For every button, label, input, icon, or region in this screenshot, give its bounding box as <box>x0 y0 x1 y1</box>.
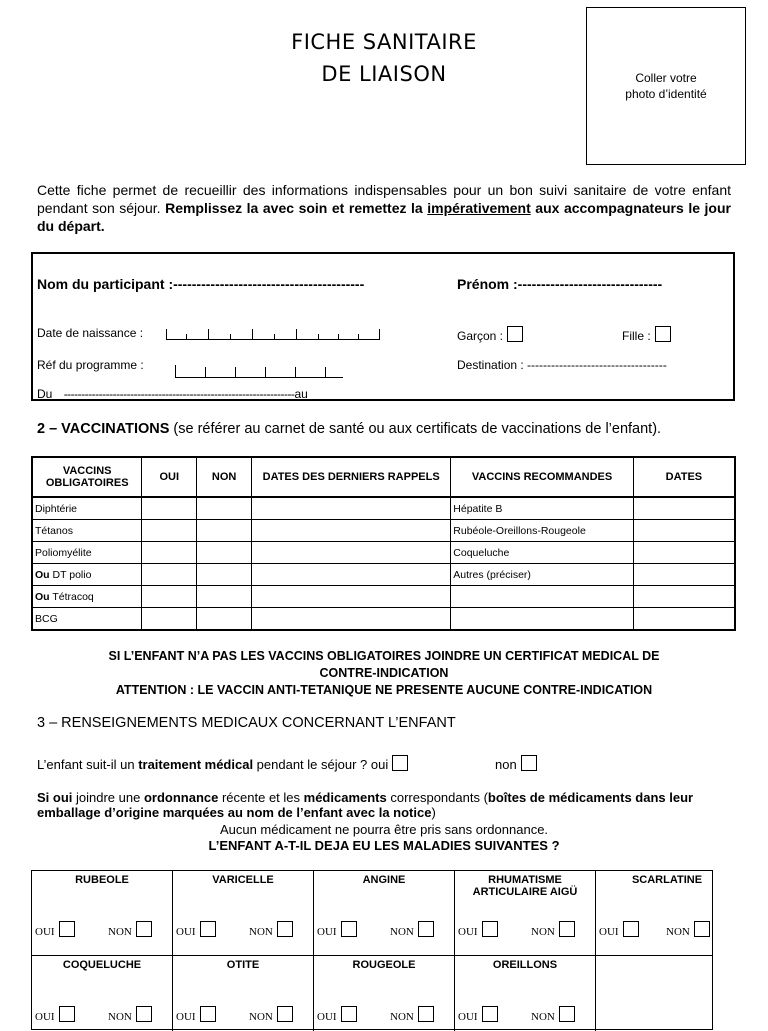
illness-cell <box>455 871 596 956</box>
table-row <box>32 520 735 542</box>
recommended-vaccine: Coqueluche <box>451 542 634 564</box>
photo-label-line2: photo d’identité <box>625 87 707 101</box>
form-title-line1: FICHE SANITAIRE <box>291 30 477 54</box>
non-cell[interactable] <box>197 520 252 542</box>
dob-label: Date de naissance : <box>37 326 144 340</box>
oui-cell[interactable] <box>142 542 197 564</box>
no-medication-note: Aucun médicament ne pourra être pris sans ordonnance. <box>219 822 549 837</box>
recommended-vaccine <box>451 586 634 608</box>
illness-non-option[interactable]: NON <box>249 1006 293 1023</box>
recommended-date-cell[interactable] <box>633 608 735 631</box>
intro-bold-2: aux accompagnateurs le jour du départ. <box>37 200 731 234</box>
vaccine-name: BCG <box>32 608 142 631</box>
warning-line1: SI L’ENFANT N’A PAS LES VACCINS OBLIGATOIRES JOINDRE UN CERTIFICAT MEDICAL DE <box>108 649 660 663</box>
garcon-option[interactable] <box>457 326 523 343</box>
checkbox-icon[interactable] <box>200 921 216 937</box>
checkbox-icon[interactable] <box>59 1006 75 1022</box>
illness-name: VARICELLE <box>212 874 274 886</box>
recommended-date-cell[interactable] <box>633 564 735 586</box>
form-title-line2: DE LIAISON <box>321 62 447 86</box>
intro-text: Cette fiche permet de recueillir des informations indispensables pour un bon suivi sanitaire de votre enfant pendant son séjour. <box>37 182 731 216</box>
non-cell[interactable] <box>197 564 252 586</box>
intro-paragraph <box>37 181 731 235</box>
illness-oui-option[interactable]: OUI <box>35 921 75 938</box>
checkbox-icon[interactable] <box>418 921 434 937</box>
recommended-vaccine <box>451 608 634 631</box>
non-cell[interactable] <box>197 497 252 520</box>
medical-heading: 3 – RENSEIGNEMENTS MEDICAUX CONCERNANT L’ENFANT <box>37 715 456 731</box>
illness-name: ROUGEOLE <box>352 959 416 971</box>
illness-oui-option[interactable]: OUI <box>458 1006 498 1023</box>
non-cell[interactable] <box>197 586 252 608</box>
checkbox-icon[interactable] <box>136 1006 152 1022</box>
illness-oui-option[interactable]: OUI <box>317 1006 357 1023</box>
vaccine-name: Poliomyélite <box>32 542 142 564</box>
recommended-date-cell[interactable] <box>633 586 735 608</box>
illness-non-option[interactable]: NON <box>108 921 152 938</box>
vaccinations-heading <box>37 421 661 437</box>
vaccinations-subtitle: (se référer au carnet de santé ou aux certificats de vaccinations de l’enfant). <box>169 421 662 437</box>
du-label: Du <box>37 387 53 401</box>
vaccine-name: Diphtérie <box>32 497 142 520</box>
rappel-date-cell[interactable] <box>252 586 451 608</box>
recommended-vaccine: Autres (préciser) <box>451 564 634 586</box>
table-row <box>32 586 735 608</box>
illness-oui-option[interactable]: OUI <box>176 921 216 938</box>
col-header-non: NON <box>197 457 252 497</box>
fille-option[interactable] <box>622 326 671 343</box>
rappel-date-cell[interactable] <box>252 520 451 542</box>
au-label: au <box>294 387 308 401</box>
vaccinations-table <box>31 456 736 631</box>
prenom-field[interactable]: Prénom :------------------------------- <box>457 276 663 292</box>
illness-name: OREILLONS <box>492 959 558 971</box>
checkbox-icon[interactable] <box>482 921 498 937</box>
checkbox-icon[interactable] <box>277 921 293 937</box>
warning-line2: CONTRE-INDICATION <box>319 666 449 680</box>
illness-oui-option[interactable]: OUI <box>176 1006 216 1023</box>
checkbox-icon[interactable] <box>200 1006 216 1022</box>
recommended-date-cell[interactable] <box>633 497 735 520</box>
illness-name: ANGINE <box>362 874 406 886</box>
recommended-vaccine: Rubéole-Oreillons-Rougeole <box>451 520 634 542</box>
rappel-date-cell[interactable] <box>252 542 451 564</box>
illness-non-option[interactable]: NON <box>390 921 434 938</box>
checkbox-icon[interactable] <box>277 1006 293 1022</box>
checkbox-icon[interactable] <box>559 1006 575 1022</box>
vaccine-name: Ou Tétracoq <box>32 586 142 608</box>
recommended-date-cell[interactable] <box>633 520 735 542</box>
col-header-dates: DATES <box>633 457 735 497</box>
illness-non-option[interactable]: NON <box>249 921 293 938</box>
treatment-non-label: non <box>495 757 517 772</box>
si-oui-paragraph: Si oui joindre une ordonnance récente et les médicaments correspondants (boîtes de médicaments dans leur emballage d’origine marquées au nom de l’enfant avec la notice) <box>37 790 694 820</box>
oui-cell[interactable] <box>142 586 197 608</box>
illness-cell <box>173 871 314 956</box>
illness-cell <box>455 956 596 1031</box>
recommended-vaccine: Hépatite B <box>451 497 634 520</box>
illness-name: SCARLATINE <box>631 874 703 886</box>
checkbox-icon[interactable] <box>341 921 357 937</box>
illness-oui-option[interactable]: OUI <box>599 921 639 938</box>
col-header-vaccins-obligatoires: VACCINS OBLIGATOIRES <box>32 457 142 497</box>
checkbox-icon[interactable] <box>418 1006 434 1022</box>
photo-box[interactable] <box>586 7 746 165</box>
rappel-date-cell[interactable] <box>252 564 451 586</box>
oui-cell[interactable] <box>142 608 197 631</box>
table-row <box>32 564 735 586</box>
illness-name: RUBEOLE <box>75 874 129 886</box>
treatment-non-option[interactable] <box>495 755 537 772</box>
col-header-oui: OUI <box>142 457 197 497</box>
illnesses-heading: L’ENFANT A-T-IL DEJA EU LES MALADIES SUIVANTES ? <box>208 838 560 853</box>
warning-line3: ATTENTION : LE VACCIN ANTI-TETANIQUE NE PRESENTE AUCUNE CONTRE-INDICATION <box>115 683 653 697</box>
dob-input[interactable] <box>166 327 380 340</box>
ref-label: Réf du programme : <box>37 358 144 372</box>
fille-label: Fille : <box>622 329 651 343</box>
illness-name: OTITE <box>226 959 260 971</box>
col-header-dates-rappels: DATES DES DERNIERS RAPPELS <box>252 457 451 497</box>
dates-row[interactable] <box>37 387 308 401</box>
illness-cell <box>173 956 314 1031</box>
col-header-vaccins-recommandes: VACCINS RECOMMANDES <box>451 457 634 497</box>
non-cell[interactable] <box>197 608 252 631</box>
treatment-question: L’enfant suit-il un traitement médical pendant le séjour ? oui <box>37 755 408 772</box>
illness-oui-option[interactable]: OUI <box>317 921 357 938</box>
illness-non-option[interactable]: NON <box>666 921 710 938</box>
table-header-row <box>32 457 735 497</box>
photo-label-line1: Coller votre <box>635 71 697 85</box>
treatment-non-checkbox[interactable] <box>521 755 537 771</box>
illness-name: COQUELUCHE <box>62 959 142 971</box>
illness-cell <box>314 956 455 1031</box>
illness-cell <box>314 871 455 956</box>
recommended-date-cell[interactable] <box>633 542 735 564</box>
illness-cell <box>32 871 173 956</box>
illness-oui-option[interactable]: OUI <box>458 921 498 938</box>
vaccine-name: Tétanos <box>32 520 142 542</box>
table-row <box>32 542 735 564</box>
vaccine-name: Ou DT polio <box>32 564 142 586</box>
checkbox-icon[interactable] <box>136 921 152 937</box>
illness-name: RHUMATISME ARTICULAIRE AIGÜ <box>472 874 578 898</box>
oui-cell[interactable] <box>142 520 197 542</box>
checkbox-icon[interactable] <box>559 921 575 937</box>
fille-checkbox[interactable] <box>655 326 671 342</box>
checkbox-icon[interactable] <box>694 921 710 937</box>
checkbox-icon[interactable] <box>482 1006 498 1022</box>
oui-cell[interactable] <box>142 564 197 586</box>
rappel-date-cell[interactable] <box>252 497 451 520</box>
illness-cell-empty <box>596 956 713 1031</box>
table-row <box>32 497 735 520</box>
garcon-checkbox[interactable] <box>507 326 523 342</box>
checkbox-icon[interactable] <box>341 1006 357 1022</box>
rappel-date-cell[interactable] <box>252 608 451 631</box>
treatment-oui-checkbox[interactable] <box>392 755 408 771</box>
illness-non-option[interactable]: NON <box>531 921 575 938</box>
illness-non-option[interactable]: NON <box>531 1006 575 1023</box>
table-row <box>32 608 735 631</box>
checkbox-icon[interactable] <box>59 921 75 937</box>
non-cell[interactable] <box>197 542 252 564</box>
illness-oui-option[interactable]: OUI <box>35 1006 75 1023</box>
intro-underlined: impérativement <box>427 200 531 216</box>
vaccinations-title: 2 – VACCINATIONS <box>37 421 170 437</box>
nom-field[interactable]: Nom du participant :----------------------------------------- <box>37 276 365 292</box>
du-dashes: ------------------------------------------------------------------ <box>63 387 295 401</box>
checkbox-icon[interactable] <box>623 921 639 937</box>
oui-cell[interactable] <box>142 497 197 520</box>
intro-bold-1: Remplissez la avec soin et remettez la <box>165 200 428 216</box>
illness-cell <box>32 956 173 1031</box>
destination-field[interactable]: Destination : ----------------------------------- <box>457 358 667 372</box>
illness-cell <box>596 871 713 956</box>
ref-input[interactable] <box>175 365 343 378</box>
illness-non-option[interactable]: NON <box>390 1006 434 1023</box>
garcon-label: Garçon : <box>457 329 504 343</box>
illnesses-grid <box>31 870 713 1030</box>
illness-non-option[interactable]: NON <box>108 1006 152 1023</box>
